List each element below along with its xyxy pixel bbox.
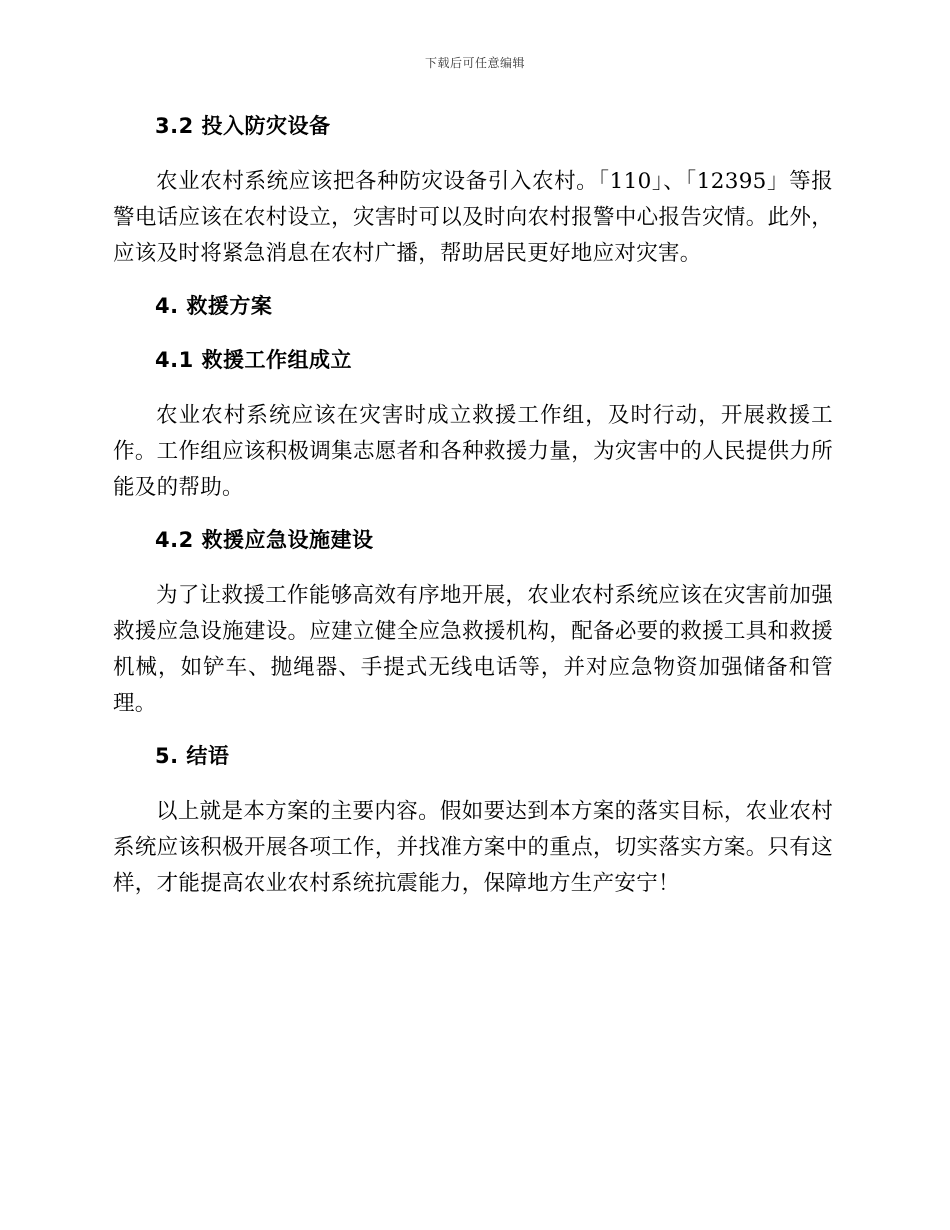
header-note: 下载后可任意编辑 (424, 56, 525, 70)
section-heading-4-1: 4.1 救援工作组成立 (155, 348, 353, 372)
paragraph-5: 以上就是本方案的主要内容。假如要达到本方案的落实目标，农业农村系统应该积极开展各项工作，并找准方案中的重点，切实落实方案。只有这样，才能提高农业农村系统抗震能力，保障地方生产安宁！ (113, 799, 833, 896)
paragraph-4-1: 农业农村系统应该在灾害时成立救援工作组，及时行动，开展救援工作。工作组应该积极调集志愿者和各种救援力量，为灾害中的人民提供力所能及的帮助。 (113, 403, 833, 500)
paragraph-4-2: 为了让救援工作能够高效有序地开展，农业农村系统应该在灾害前加强救援应急设施建设。应建立健全应急救援机构，配备必要的救援工具和救援机械，如铲车、抛绳器、手提式无线电话等，并对应急物资加强储备和管理。 (113, 583, 833, 716)
document-body (113, 110, 833, 920)
section-heading-4: 4. 救援方案 (155, 294, 273, 318)
section-heading-4-2: 4.2 救援应急设施建设 (155, 528, 374, 552)
paragraph-3-2: 农业农村系统应该把各种防灾设备引入农村。「110」、「12395」等报警电话应该在农村设立，灾害时可以及时向农村报警中心报告灾情。此外，应该及时将紧急消息在农村广播，帮助居民更好地应对灾害。 (113, 169, 833, 266)
section-heading-5: 5. 结语 (155, 744, 230, 768)
section-heading-3-2: 3.2 投入防灾设备 (155, 114, 331, 138)
